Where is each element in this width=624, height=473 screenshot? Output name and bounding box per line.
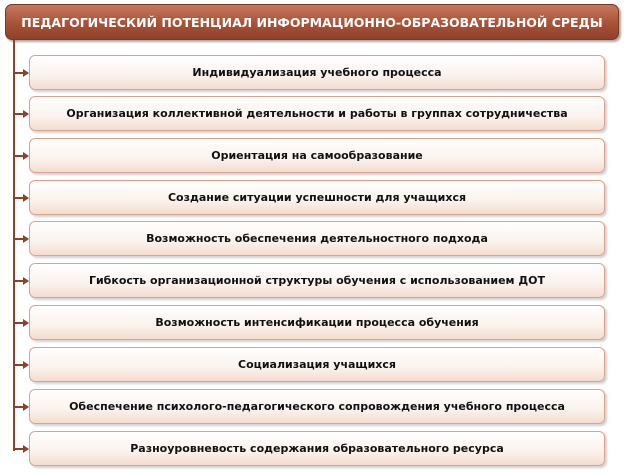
potential-item-4: Создание ситуации успешности для учащихся (29, 180, 605, 215)
connector-arrow (13, 406, 28, 408)
connector-arrow (13, 448, 28, 450)
potential-item-2: Организация коллективной деятельности и работы в группах сотрудничества (29, 96, 605, 131)
potential-item-6: Гибкость организационной структуры обучения с использованием ДОТ (29, 263, 605, 298)
connector-arrow (13, 238, 28, 240)
potential-item-7: Возможность интенсификации процесса обучения (29, 305, 605, 340)
connector-arrow (13, 72, 28, 74)
connector-arrow (13, 197, 28, 199)
connector-arrow (13, 280, 28, 282)
connector-spine (13, 40, 15, 451)
potential-item-5: Возможность обеспечения деятельностного подхода (29, 221, 605, 256)
potential-item-3: Ориентация на самообразование (29, 138, 605, 173)
connector-arrow (13, 113, 28, 115)
connector-arrow (13, 322, 28, 324)
diagram-title: ПЕДАГОГИЧЕСКИЙ ПОТЕНЦИАЛ ИНФОРМАЦИОННО-ОБРАЗОВАТЕЛЬНОЙ СРЕДЫ (5, 4, 619, 40)
potential-item-9: Обеспечение психолого-педагогического сопровождения учебного процесса (29, 389, 605, 424)
potential-item-1: Индивидуализация учебного процесса (29, 55, 605, 90)
connector-arrow (13, 155, 28, 157)
connector-arrow (13, 364, 28, 366)
potential-item-10: Разноуровневость содержания образовательного ресурса (29, 431, 605, 466)
potential-item-8: Социализация учащихся (29, 347, 605, 382)
